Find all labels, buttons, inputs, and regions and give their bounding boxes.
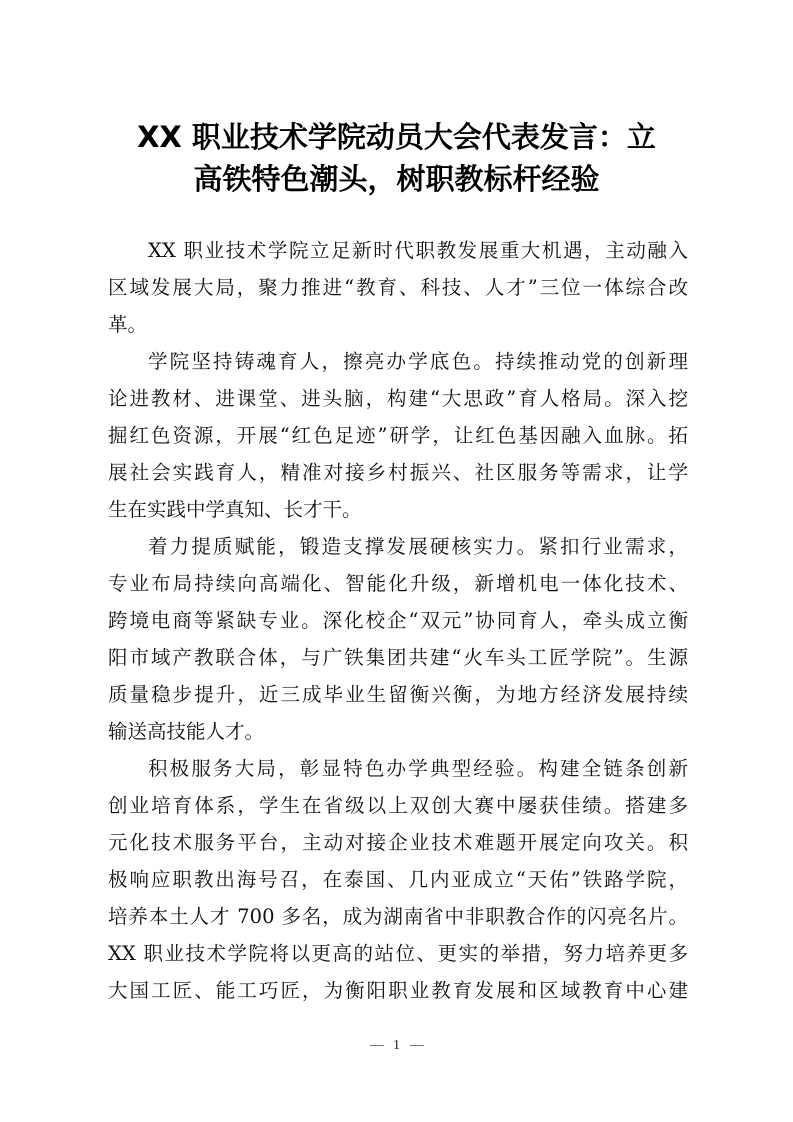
text-line: 跨境电商等紧缺专业。深化校企“双元”协同育人，牵头成立衡 xyxy=(108,609,688,632)
page-number: 1 xyxy=(393,1038,400,1053)
text-line: 生在实践中学真知、长才干。 xyxy=(108,498,362,521)
footer-dash-right xyxy=(410,1045,424,1046)
text-line: 大国工匠、能工巧匠，为衡阳职业教育发展和区域教育中心建 xyxy=(108,979,688,1002)
text-line: XX 职业技术学院将以更高的站位、更实的举措，努力培养更多 xyxy=(108,942,688,965)
footer-dash-left xyxy=(370,1045,384,1046)
text-line: 元化技术服务平台，主动对接企业技术难题开展定向攻关。积 xyxy=(108,831,688,854)
text-line: 着力提质赋能，锻造支撑发展硬核实力。紧扣行业需求， xyxy=(148,535,688,558)
text-line: 学院坚持铸魂育人，擦亮办学底色。持续推动党的创新理 xyxy=(148,350,688,373)
text-line: 极响应职教出海号召，在泰国、几内亚成立“天佑”铁路学院， xyxy=(108,868,688,891)
text-line: 专业布局持续向高端化、智能化升级，新增机电一体化技术、 xyxy=(108,572,688,595)
text-line: 展社会实践育人，精准对接乡村振兴、社区服务等需求，让学 xyxy=(108,461,688,484)
title-line-1: XX 职业技术学院动员大会代表发言：立 xyxy=(137,120,656,154)
paragraph-1 xyxy=(108,236,688,347)
text-line: 培养本土人才 700 多名，成为湖南省中非职教合作的闪亮名片。 xyxy=(108,905,688,928)
text-line: 区域发展大局，聚力推进“教育、科技、人才”三位一体综合改 xyxy=(108,276,688,299)
paragraph-4 xyxy=(108,754,688,1013)
title-line-2: 高铁特色潮头，树职教标杆经验 xyxy=(193,162,600,196)
text-line: 积极服务大局，彰显特色办学典型经验。构建全链条创新 xyxy=(148,757,688,780)
text-line: 掘红色资源，开展“红色足迹”研学，让红色基因融入血脉。拓 xyxy=(108,424,688,447)
text-line: 创业培育体系，学生在省级以上双创大赛中屡获佳绩。搭建多 xyxy=(108,794,688,817)
text-line: XX 职业技术学院立足新时代职教发展重大机遇，主动融入 xyxy=(148,239,688,262)
text-line: 革。 xyxy=(108,313,148,336)
document-title xyxy=(100,116,693,200)
paragraph-3 xyxy=(108,532,688,754)
document-body xyxy=(108,236,688,1013)
text-line: 阳市域产教联合体，与广铁集团共建“火车头工匠学院”。生源 xyxy=(108,646,688,669)
text-line: 论进教材、进课堂、进头脑，构建“大思政”育人格局。深入挖 xyxy=(108,387,688,410)
text-line: 质量稳步提升，近三成毕业生留衡兴衡，为地方经济发展持续 xyxy=(108,683,688,706)
paragraph-2 xyxy=(108,347,688,532)
text-line: 输送高技能人才。 xyxy=(108,720,265,743)
page-footer xyxy=(0,1038,793,1054)
